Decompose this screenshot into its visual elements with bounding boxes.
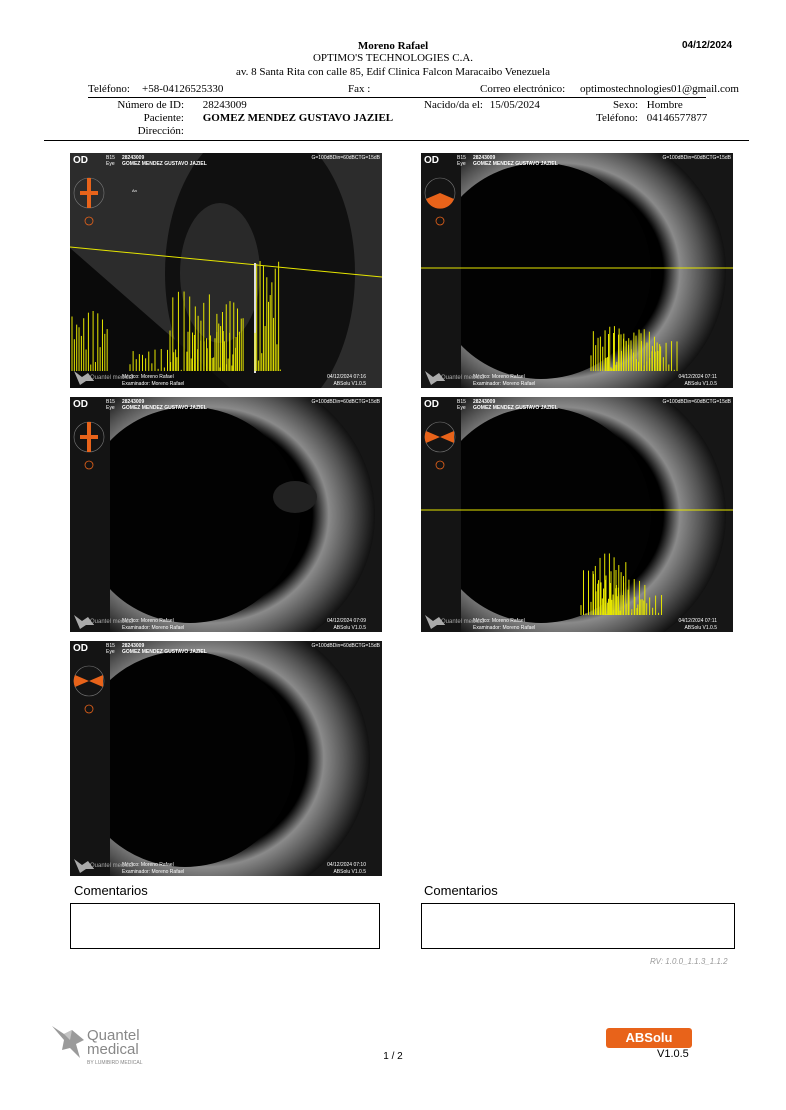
- scan-patient-id: 28243009: [473, 155, 496, 161]
- scan-eye-label: OD: [424, 399, 439, 410]
- scan-doctor: Médico: Moreno Rafael: [122, 862, 174, 868]
- ultrasound-scan: [70, 641, 382, 876]
- patient-sex-row: [580, 99, 683, 111]
- scan-patient-id: 28243009: [122, 643, 145, 649]
- quantel-logo: [50, 1020, 160, 1070]
- brand-top: Quantel: [87, 1027, 140, 1044]
- scan-version: ABSolu V1.0.5: [333, 869, 366, 875]
- scan-image: [421, 397, 733, 632]
- contact-row: [88, 83, 739, 98]
- scan-mode: Eye: [106, 161, 115, 167]
- absolu-logo-text: ABSolu: [625, 1030, 673, 1045]
- scan-image: [70, 397, 382, 632]
- patient-sex: Hombre: [646, 99, 683, 111]
- patient-address-row: [100, 125, 200, 137]
- scan-version: ABSolu V1.0.5: [333, 381, 366, 387]
- patient-address-label: Dirección:: [137, 125, 184, 137]
- scan-mode: Eye: [106, 649, 115, 655]
- scan-frequency: B15: [457, 155, 466, 161]
- scan-datetime: 04/12/2024 07:11: [678, 374, 717, 380]
- scan-settings: G=100dBDin=60dBCTG=15dB: [662, 399, 731, 405]
- scan-doctor: Médico: Moreno Rafael: [122, 374, 174, 380]
- scan-frequency: B15: [106, 399, 115, 405]
- scan-logo-text: Quantel medical: [90, 619, 134, 625]
- scan-version: ABSolu V1.0.5: [333, 625, 366, 631]
- scan-eye-label: OD: [73, 643, 88, 654]
- patient-dob-row: [424, 99, 540, 111]
- scan-eye-label: OD: [424, 155, 439, 166]
- phone-label: Teléfono:: [88, 83, 130, 95]
- scan-patient-name: GOMEZ MENDEZ GUSTAVO JAZIEL: [122, 161, 207, 167]
- scan-examiner: Examinador: Moreno Rafael: [122, 625, 185, 631]
- patient-sex-label: Sexo:: [612, 99, 638, 111]
- scan-frequency: B15: [106, 155, 115, 161]
- brand-bottom: medical: [87, 1041, 139, 1058]
- scan-patient-name: GOMEZ MENDEZ GUSTAVO JAZIEL: [473, 405, 558, 411]
- scan-datetime: 04/12/2024 07:10: [327, 862, 366, 868]
- scan-patient-name: GOMEZ MENDEZ GUSTAVO JAZIEL: [122, 405, 207, 411]
- company-name: OPTIMO'S TECHNOLOGIES C.A.: [312, 52, 474, 64]
- scan-settings: G=100dBDin=60dBCTG=15dB: [662, 155, 731, 161]
- scan-mode: Eye: [457, 161, 466, 167]
- scan-frequency: B15: [457, 399, 466, 405]
- report-date: 04/12/2024: [682, 40, 733, 51]
- patient-id-label: Número de ID:: [117, 99, 184, 111]
- scan-examiner: Examinador: Moreno Rafael: [122, 381, 185, 387]
- brand-sub: BY LUMIBIRD MEDICAL: [87, 1060, 143, 1066]
- ultrasound-scan: [421, 397, 733, 632]
- patient-phone-label: Teléfono:: [596, 112, 638, 124]
- scan-settings: G=100dBDin=60dBCTG=15dB: [311, 643, 380, 649]
- scan-patient-id: 28243009: [473, 399, 496, 405]
- scan-mode: Eye: [457, 405, 466, 411]
- patient-name-label: Paciente:: [143, 112, 184, 124]
- phone-value: +58-04126525330: [142, 83, 224, 95]
- scan-patient-name: GOMEZ MENDEZ GUSTAVO JAZIEL: [473, 161, 558, 167]
- scan-datetime: 04/12/2024 07:09: [327, 618, 366, 624]
- fax-label: Fax :: [348, 83, 371, 95]
- patient-id-row: [100, 99, 247, 111]
- ultrasound-scan: [70, 153, 382, 388]
- absolu-logo: [606, 1028, 692, 1048]
- scan-mode: Eye: [106, 405, 115, 411]
- email-value: optimostechnologies01@gmail.com: [580, 83, 739, 95]
- scan-eye-label: OD: [73, 399, 88, 410]
- ultrasound-scan: [421, 153, 733, 388]
- scan-logo-text: Quantel medical: [441, 375, 485, 381]
- header-rule: [44, 140, 749, 141]
- doctor-name: Moreno Rafael: [357, 40, 429, 52]
- scan-settings: G=100dBDin=60dBCTG=15dB: [311, 155, 380, 161]
- scan-version: ABSolu V1.0.5: [684, 625, 717, 631]
- scan-doctor: Médico: Moreno Rafael: [122, 618, 174, 624]
- comments-label-right: Comentarios: [424, 883, 498, 898]
- scan-patient-id: 28243009: [122, 155, 145, 161]
- page-number: 1 / 2: [383, 1051, 403, 1062]
- scan-doctor: Médico: Moreno Rafael: [473, 618, 525, 624]
- scan-image: [70, 153, 382, 388]
- scan-image: [421, 153, 733, 388]
- scan-logo-text: Quantel medical: [90, 863, 134, 869]
- scan-probe-marker: An: [132, 188, 137, 193]
- ultrasound-scan: [70, 397, 382, 632]
- patient-dob-label: Nacido/da el:: [424, 99, 483, 111]
- comments-box-left[interactable]: [70, 903, 380, 949]
- company-address: av. 8 Santa Rita con calle 85, Edif Clinica Falcon Maracaibo Venezuela: [236, 66, 550, 78]
- patient-phone-row: [580, 112, 707, 124]
- scan-frequency: B15: [106, 643, 115, 649]
- scan-logo-text: Quantel medical: [441, 619, 485, 625]
- patient-name: GOMEZ MENDEZ GUSTAVO JAZIEL: [202, 112, 394, 124]
- revision-text: RV: 1.0.0_1.1.3_1.1.2: [650, 957, 728, 966]
- scan-eye-label: OD: [73, 155, 88, 166]
- scan-examiner: Examinador: Moreno Rafael: [122, 869, 185, 875]
- comments-label-left: Comentarios: [74, 883, 148, 898]
- patient-id: 28243009: [202, 99, 247, 111]
- scan-examiner: Examinador: Moreno Rafael: [473, 625, 536, 631]
- scan-patient-id: 28243009: [122, 399, 145, 405]
- scan-version: ABSolu V1.0.5: [684, 381, 717, 387]
- scan-settings: G=100dBDin=60dBCTG=15dB: [311, 399, 380, 405]
- scan-patient-name: GOMEZ MENDEZ GUSTAVO JAZIEL: [122, 649, 207, 655]
- scan-logo-text: Quantel medical: [90, 375, 134, 381]
- scan-examiner: Examinador: Moreno Rafael: [473, 381, 536, 387]
- scan-datetime: 04/12/2024 07:16: [327, 374, 366, 380]
- email-label: Correo electrónico:: [480, 83, 566, 95]
- patient-phone: 04146577877: [646, 112, 708, 124]
- patient-dob: 15/05/2024: [489, 99, 540, 111]
- absolu-version: V1.0.5: [657, 1048, 689, 1060]
- scan-image: [70, 641, 382, 876]
- scan-datetime: 04/12/2024 07:11: [678, 618, 717, 624]
- scan-doctor: Médico: Moreno Rafael: [473, 374, 525, 380]
- comments-box-right[interactable]: [421, 903, 735, 949]
- patient-name-row: [100, 112, 393, 124]
